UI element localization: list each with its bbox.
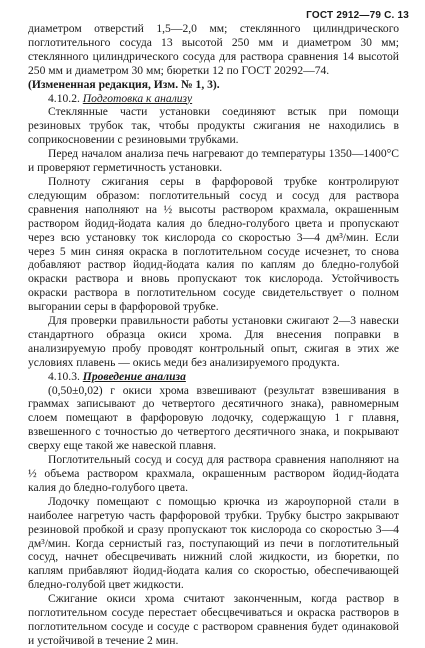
section-title: Проведение анализа — [82, 369, 186, 383]
paragraph-weighing: (0,50±0,02) г окиси хрома взвешивают (результат взвешивания в граммах записывают до четвертого десятичного знака), равномерным слоем помещают в фарфоровую лодочку, содержащую 1 г плавня, взвешенного с точностью до четвертого десятичного знака, и покрывают сверху еще такой же навеской плавня. — [28, 383, 399, 453]
paragraph-boat-placement: Лодочку помещают с помощью крючка из жароупорной стали в наиболее нагретую часть фарфоровой трубки. Трубку быстро закрывают резиновой пробкой и сразу пропускают ток кислорода со скоростью 3—4 дм³/мин. Когда сернистый газ, поступающий из печи в поглотительный сосуд, начнет обесцвечивать нижний слой жидкости, из бюретки, по каплям прибавляют йодид-йодата калия со скоростью, обеспечивающей бледно-голубой цвет жидкости. — [28, 494, 399, 592]
section-heading-4-10-3 — [28, 370, 399, 384]
section-number: 4.10.2. — [48, 91, 80, 105]
running-header: ГОСТ 2912—79 С. 13 — [306, 10, 409, 21]
paragraph-verification: Для проверки правильности работы установки сжигают 2—3 навески стандартного образца окиси хрома. Для внесения поправки в анализируемую пробу проводят контрольный опыт, сжигая в этих же условиях плавень — окись меди без анализируемого продукта. — [28, 314, 399, 369]
paragraph-furnace-heating: Перед началом анализа печь нагревают до температуры 1350—1400°С и проверяют герметичность установки. — [28, 147, 399, 175]
paragraph-completion: Сжигание окиси хрома считают законченным, когда раствор в поглотительном сосуде перестает обесцвечиваться и окраска растворов в поглотительном сосуде и сосуде с раствором сравнения будет одинаковой и устойчивой в течение 2 мин. — [28, 592, 399, 647]
section-number: 4.10.3. — [48, 369, 80, 383]
paragraph-combustion-check: Полноту сжигания серы в фарфоровой трубке контролируют следующим образом: поглотительный сосуд и сосуд для раствора сравнения наполняют на ½ высоты раствором крахмала, окрашенным раствором йодид-йодата калия до бледно-голубого цвета и пропускают через всю установку ток кислорода со скоростью 3—4 дм³/мин. Если через 5 мин синяя окраска в поглотительном сосуде исчезнет, то снова добавляют раствор йодид-йодата калия по каплям до бледно-голубой окраски раствора и вновь пропускают ток кислорода. Устойчивость окраски раствора в поглотительном сосуде свидетельствует о полном выгорании серы в фарфоровой трубке. — [28, 174, 399, 314]
section-heading-4-10-2 — [28, 92, 399, 106]
paragraph-vessel-filling: Поглотительный сосуд и сосуд для раствора сравнения наполняют на ½ объема раствором крахмала, окрашенным раствором йодид-йодата калия до бледно-голубого цвета. — [28, 453, 399, 494]
paragraph-assembly: Стеклянные части установки соединяют встык при помощи резиновых трубок так, чтобы продукты сжигания не находились в соприкосновении с резиновыми трубками. — [28, 105, 399, 147]
paragraph-apparatus-continued: диаметром отверстий 1,5—2,0 мм; стеклянного цилиндрического поглотительного сосуда 13 высотой 250 мм и диаметром 30 мм; стеклянного цилиндрического сосуда для раствора сравнения 14 высотой 250 мм и диаметром 30 мм; бюретки 12 по ГОСТ 20292—74. — [28, 22, 399, 77]
section-title: Подготовка к анализу — [82, 91, 193, 105]
edition-note: (Измененная редакция, Изм. № 1, 3). — [28, 77, 220, 91]
